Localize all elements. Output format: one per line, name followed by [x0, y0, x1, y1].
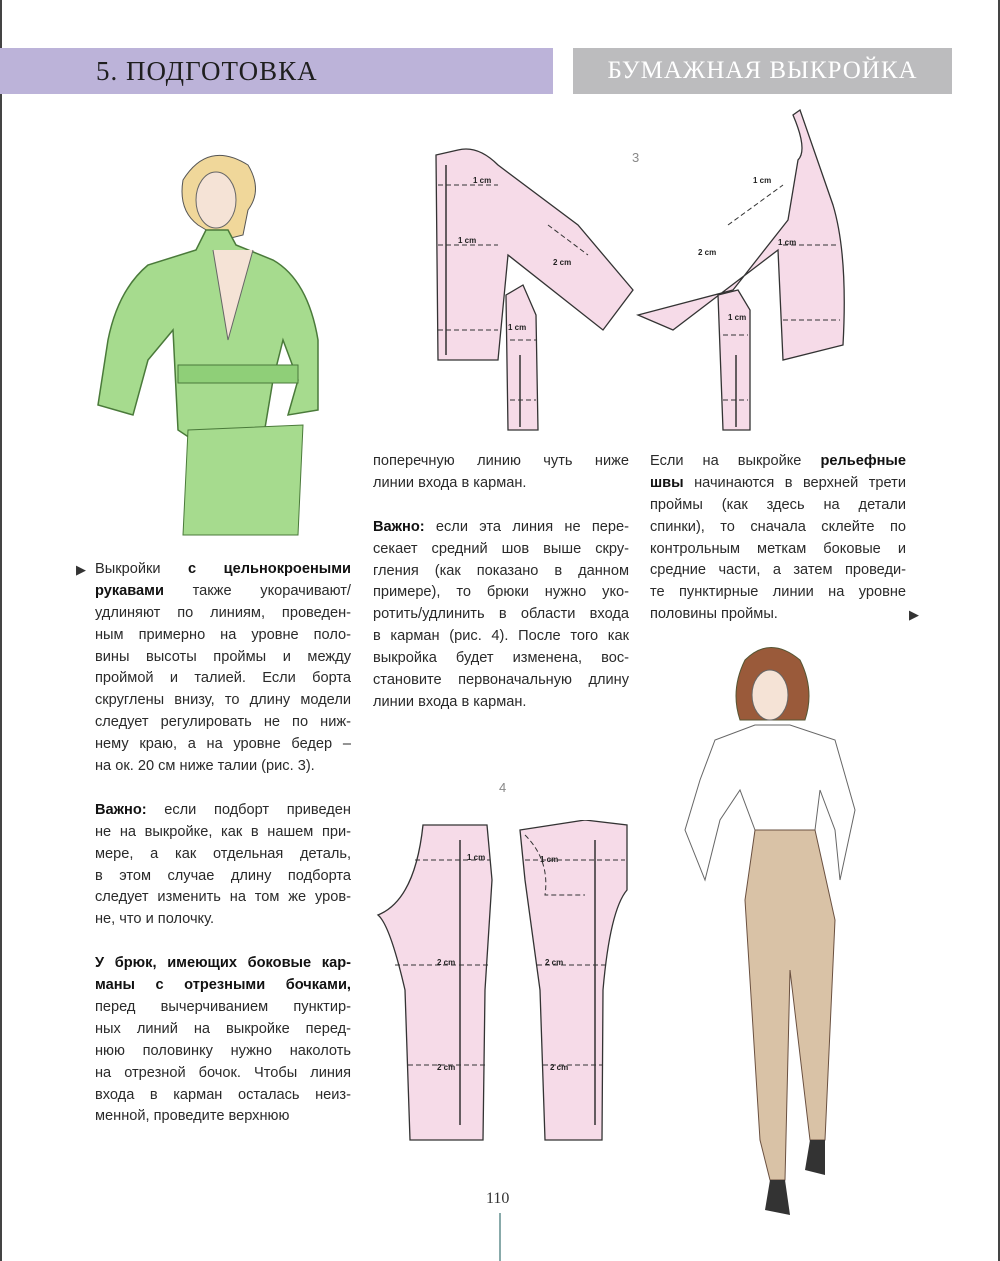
text-line — [95, 734, 351, 756]
text-column-middle — [373, 451, 629, 736]
text: линии входа в карман. — [373, 474, 527, 491]
bold-text: с цельнокроеными — [188, 561, 351, 577]
text-line — [95, 1106, 351, 1128]
text-line — [373, 648, 629, 670]
text-line — [95, 844, 351, 866]
text: если подборт приведен — [146, 801, 351, 818]
svg-text:2 cm: 2 cm — [437, 1063, 456, 1072]
bold-text: Важно: — [95, 801, 147, 818]
trousers-illustration — [675, 640, 860, 1235]
text-line — [650, 560, 906, 582]
paragraph — [373, 517, 629, 714]
text-line — [95, 559, 351, 581]
text: линии входа в карман. — [373, 693, 527, 710]
text: нюю половинку нужно наколоть — [95, 1042, 351, 1059]
text: удлиняют по линиям, проведен- — [95, 604, 351, 621]
paragraph — [95, 559, 351, 778]
bold-text: У брюк, имеющих боковые кар- — [95, 955, 351, 972]
page-number-line — [499, 1213, 501, 1261]
text-column-right — [650, 451, 906, 648]
text-line — [650, 473, 906, 495]
bold-text: швы — [650, 474, 684, 491]
text-line — [95, 975, 351, 997]
svg-text:2 cm: 2 cm — [698, 248, 717, 257]
measure-1cm: 1 cm — [473, 176, 492, 185]
svg-text:1 cm: 1 cm — [728, 313, 747, 322]
figure-3-jacket-patterns — [428, 105, 858, 435]
text-line — [373, 604, 629, 626]
svg-text:1 cm: 1 cm — [467, 853, 486, 862]
bold-text: рельефные — [820, 453, 906, 469]
paragraph — [95, 953, 351, 1128]
text: те пунктирные линии на уровне — [650, 584, 906, 601]
text-line — [373, 626, 629, 648]
text: средние части, а затем проведи- — [650, 562, 906, 579]
paragraph — [650, 451, 906, 626]
text: входа в карман осталась неиз- — [95, 1086, 351, 1103]
text: следует регулировать не по ниж- — [95, 714, 351, 731]
paragraph — [373, 451, 629, 495]
text-line — [373, 692, 629, 714]
svg-text:2 cm: 2 cm — [545, 958, 564, 967]
text-line — [95, 756, 351, 778]
text-line — [650, 517, 906, 539]
text: Если на выкройке — [650, 453, 821, 469]
text: вины высоты проймы и между — [95, 648, 351, 665]
text-line — [95, 690, 351, 712]
svg-text:1 cm: 1 cm — [508, 323, 527, 332]
text: мере, а как отдельная деталь, — [95, 845, 351, 862]
text-line — [95, 712, 351, 734]
text: спинки), то сначала склейте по — [650, 518, 906, 535]
text-line — [373, 517, 629, 539]
text-line — [95, 647, 351, 669]
text: ротить/удлинить в области входа — [373, 606, 629, 623]
measure-2cm: 2 cm — [553, 258, 572, 267]
text-line — [95, 581, 351, 603]
text: секает средний шов выше скру- — [373, 540, 629, 557]
svg-text:2 cm: 2 cm — [437, 958, 456, 967]
text-line — [95, 997, 351, 1019]
page-border-left — [0, 0, 2, 1261]
text-line — [95, 603, 351, 625]
text: ным примерно на уровне поло- — [95, 626, 351, 643]
text: проймы (как здесь на детали — [650, 496, 906, 513]
bold-text: рукавами — [95, 582, 164, 599]
text-line — [95, 1019, 351, 1041]
text: не на выкройке, как в нашем при- — [95, 823, 351, 840]
text-line — [95, 953, 351, 975]
chapter-header — [0, 48, 553, 94]
paragraph — [95, 800, 351, 931]
text: следует изменить на том же уров- — [95, 889, 351, 906]
text-line — [373, 473, 629, 495]
text: поперечную линию чуть ниже — [373, 453, 629, 469]
figure-4-trouser-patterns — [375, 820, 635, 1145]
text-line — [650, 539, 906, 561]
text: половины проймы. — [650, 606, 778, 623]
text: также укорачивают/ — [163, 582, 351, 599]
text: нему краю, а на уровне бедер – — [95, 736, 351, 753]
text-line — [650, 604, 906, 626]
text-line — [373, 539, 629, 561]
text: контрольным меткам боковые и — [650, 540, 906, 557]
text-line — [95, 1063, 351, 1085]
text-line — [95, 909, 351, 931]
figure-3-label: 3 — [632, 150, 640, 165]
text: в карман (рис. 4). После того как — [373, 628, 629, 645]
text-column-left — [95, 559, 351, 1150]
text: на ок. 20 см ниже талии (рис. 3). — [95, 758, 315, 775]
text: ных линий на выкройке перед- — [95, 1020, 351, 1037]
text: становите первоначальную длину — [373, 672, 629, 689]
text-line — [95, 668, 351, 690]
section-title: БУМАЖНАЯ ВЫКРОЙКА — [607, 57, 918, 84]
text-line — [373, 451, 629, 473]
text: начинаются в верхней трети — [683, 474, 906, 491]
text-line — [650, 451, 906, 473]
text-line — [95, 1085, 351, 1107]
text-line — [95, 625, 351, 647]
text: если эта линия не пере- — [424, 518, 629, 535]
text-line — [95, 800, 351, 822]
bold-text: маны с отрезными бочками, — [95, 977, 351, 994]
text: Выкройки — [95, 561, 189, 577]
text: гления (как показано в данном — [373, 562, 629, 579]
svg-text:1 cm: 1 cm — [540, 855, 559, 864]
text-line — [95, 1041, 351, 1063]
text: в этом случае длину подборта — [95, 867, 351, 884]
page-number: 110 — [486, 1190, 510, 1207]
chapter-title: 5. ПОДГОТОВКА — [96, 55, 318, 86]
bullet-triangle-right-icon: ▶ — [76, 562, 86, 577]
section-header — [573, 48, 952, 94]
text: на отрезной бочок. Чтобы линия — [95, 1064, 351, 1081]
text: менной, проведите верхнюю — [95, 1108, 290, 1125]
svg-text:1 cm: 1 cm — [778, 238, 797, 247]
text: примере), то брюки нужно уко- — [373, 584, 629, 601]
svg-text:2 cm: 2 cm — [550, 1063, 569, 1072]
text: не, что и полочку. — [95, 911, 215, 928]
text-line — [95, 822, 351, 844]
text-line — [95, 866, 351, 888]
continue-triangle-right-icon: ▶ — [909, 607, 919, 622]
svg-text:1 cm: 1 cm — [753, 176, 772, 185]
text: перед вычерчиванием пунктир- — [95, 999, 351, 1016]
bold-text: Важно: — [373, 518, 425, 535]
figure-4-label: 4 — [499, 780, 507, 795]
text-line — [650, 582, 906, 604]
text-line — [373, 582, 629, 604]
text-line — [95, 887, 351, 909]
jacket-illustration — [88, 140, 338, 540]
text-line — [650, 495, 906, 517]
text-line — [373, 670, 629, 692]
text: проймой и талией. Если борта — [95, 670, 351, 687]
text: скруглены внизу, то длину модели — [95, 692, 351, 709]
text: выкройка будет изменена, вос- — [373, 650, 629, 667]
text-line — [373, 561, 629, 583]
svg-text:1 cm: 1 cm — [458, 236, 477, 245]
